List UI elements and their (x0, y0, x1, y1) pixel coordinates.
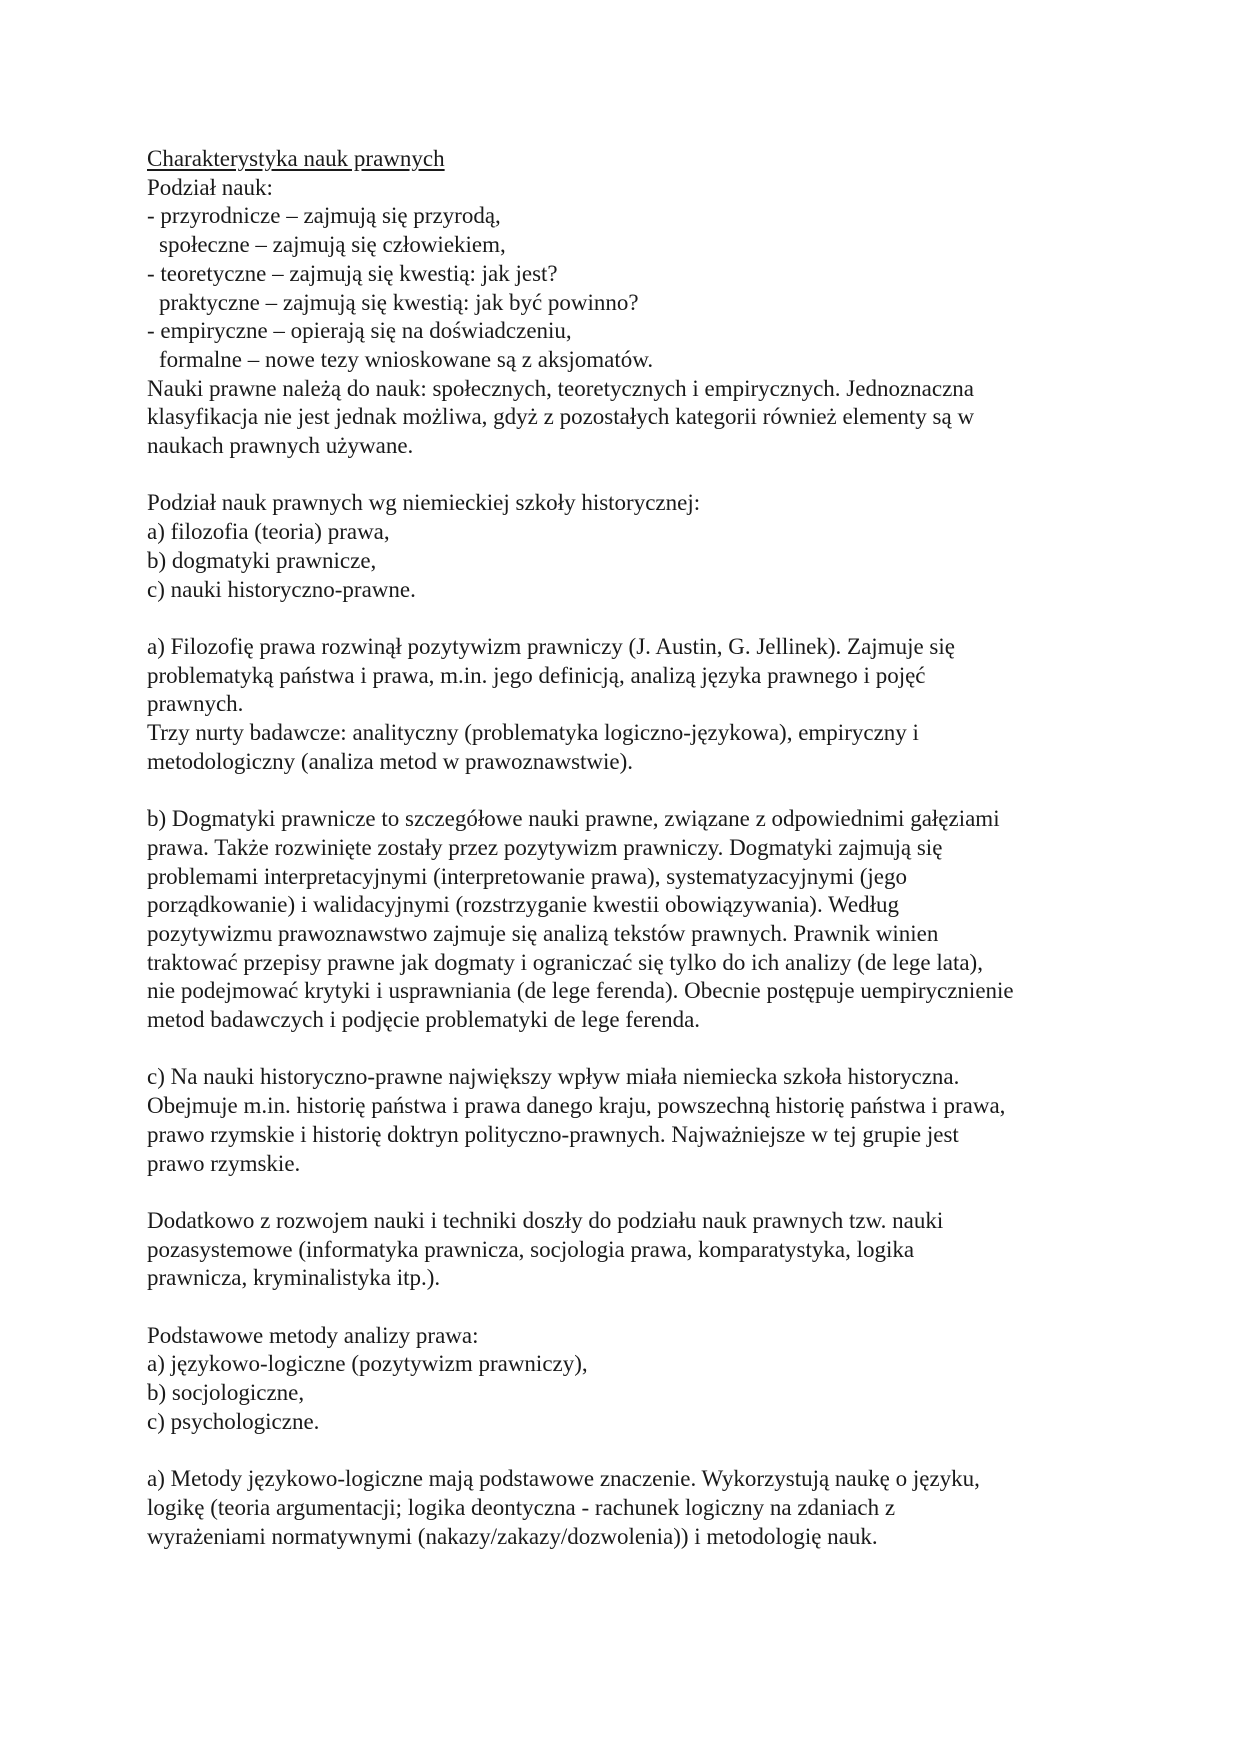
text-line: - empiryczne – opierają się na doświadczeniu, (147, 318, 572, 344)
paragraph-8 (147, 1465, 1107, 1551)
text-line: wyrażeniami normatywnymi (nakazy/zakazy/dozwolenia)) i metodologię nauk. (147, 1523, 878, 1549)
document-title: Charakterystyka nauk prawnych (147, 146, 445, 171)
text-line: a) Metody językowo-logiczne mają podstawowe znaczenie. Wykorzystują naukę o języku, (147, 1466, 980, 1492)
text-line: a) Filozofię prawa rozwinął pozytywizm prawniczy (J. Austin, G. Jellinek). Zajmuje się (147, 633, 955, 659)
paragraph-7 (147, 1322, 1107, 1437)
paragraph-gap (147, 1293, 1107, 1322)
paragraph-5 (147, 1063, 1107, 1178)
text-line: naukach prawnych używane. (147, 433, 414, 459)
paragraph-gap (147, 776, 1107, 805)
text-line: problematyką państwa i prawa, m.in. jego definicją, analizą języka prawnego i pojęć (147, 662, 926, 688)
text-line: pozytywizmu prawoznawstwo zajmuje się analizą tekstów prawnych. Prawnik winien (147, 920, 939, 946)
text-line: Nauki prawne należą do nauk: społecznych, teoretycznych i empirycznych. Jednoznaczna (147, 375, 974, 401)
text-line: logikę (teoria argumentacji; logika deontyczna - rachunek logiczny na zdaniach z (147, 1494, 896, 1520)
text-line: Dodatkowo z rozwojem nauki i techniki doszły do podziału nauk prawnych tzw. nauki (147, 1207, 944, 1233)
text-line: metodologiczny (analiza metod w prawoznawstwie). (147, 748, 634, 774)
text-line: prawnych. (147, 691, 244, 717)
text-line: prawo rzymskie i historię doktryn polityczno-prawnych. Najważniejsze w tej grupie jest (147, 1121, 959, 1147)
paragraph-gap (147, 1437, 1107, 1466)
paragraph-4 (147, 805, 1107, 1035)
paragraph-2 (147, 489, 1107, 604)
text-line: prawo rzymskie. (147, 1150, 301, 1176)
paragraph-gap (147, 1178, 1107, 1207)
text-line: b) socjologiczne, (147, 1380, 305, 1406)
paragraph-1 (147, 174, 1107, 461)
text-line: nie podejmować krytyki i usprawniania (de lege ferenda). Obecnie postępuje uempirycznienie (147, 978, 1014, 1004)
text-line: klasyfikacja nie jest jednak możliwa, gdyż z pozostałych kategorii również elementy są w (147, 404, 975, 430)
text-line: porządkowanie) i walidacyjnymi (rozstrzyganie kwestii obowiązywania). Według (147, 892, 900, 918)
text-line: problemami interpretacyjnymi (interpretowanie prawa), systematyzacyjnymi (jego (147, 863, 907, 889)
paragraph-gap (147, 604, 1107, 633)
text-line: Obejmuje m.in. historię państwa i prawa danego kraju, powszechną historię państwa i prawa, (147, 1093, 1006, 1119)
text-line: c) Na nauki historyczno-prawne największy wpływ miała niemiecka szkoła historyczna. (147, 1064, 960, 1090)
text-line: c) psychologiczne. (147, 1408, 320, 1434)
text-line: c) nauki historyczno-prawne. (147, 576, 416, 602)
text-line: społeczne – zajmują się człowiekiem, (159, 232, 506, 258)
text-line: Podział nauk prawnych wg niemieckiej szkoły historycznej: (147, 490, 701, 516)
paragraph-6 (147, 1207, 1107, 1293)
text-line: a) filozofia (teoria) prawa, (147, 519, 390, 545)
paragraph-gap (147, 1035, 1107, 1064)
text-line: traktować przepisy prawne jak dogmaty i ograniczać się tylko do ich analizy (de lege lata), (147, 949, 983, 975)
text-line: a) językowo-logiczne (pozytywizm prawniczy), (147, 1351, 588, 1377)
text-line: - teoretyczne – zajmują się kwestią: jak jest? (147, 260, 558, 286)
text-line: - przyrodnicze – zajmują się przyrodą, (147, 203, 501, 229)
text-line: formalne – nowe tezy wnioskowane są z aksjomatów. (159, 346, 654, 372)
text-line: praktyczne – zajmują się kwestią: jak być powinno? (159, 289, 639, 315)
text-line: metod badawczych i podjęcie problematyki de lege ferenda. (147, 1007, 701, 1033)
text-line: prawa. Także rozwinięte zostały przez pozytywizm prawniczy. Dogmatyki zajmują się (147, 834, 943, 860)
text-line: b) dogmatyki prawnicze, (147, 547, 377, 573)
text-line: Podstawowe metody analizy prawa: (147, 1322, 479, 1348)
text-line: b) Dogmatyki prawnicze to szczegółowe nauki prawne, związane z odpowiednimi gałęziami (147, 806, 1000, 832)
text-line: Trzy nurty badawcze: analityczny (problematyka logiczno-językowa), empiryczny i (147, 720, 919, 746)
text-line: Podział nauk: (147, 174, 273, 200)
paragraph-3 (147, 633, 1107, 777)
document-body (147, 145, 1107, 1551)
text-line: pozasystemowe (informatyka prawnicza, socjologia prawa, komparatystyka, logika (147, 1236, 915, 1262)
paragraph-gap (147, 461, 1107, 490)
text-line: prawnicza, kryminalistyka itp.). (147, 1265, 441, 1291)
